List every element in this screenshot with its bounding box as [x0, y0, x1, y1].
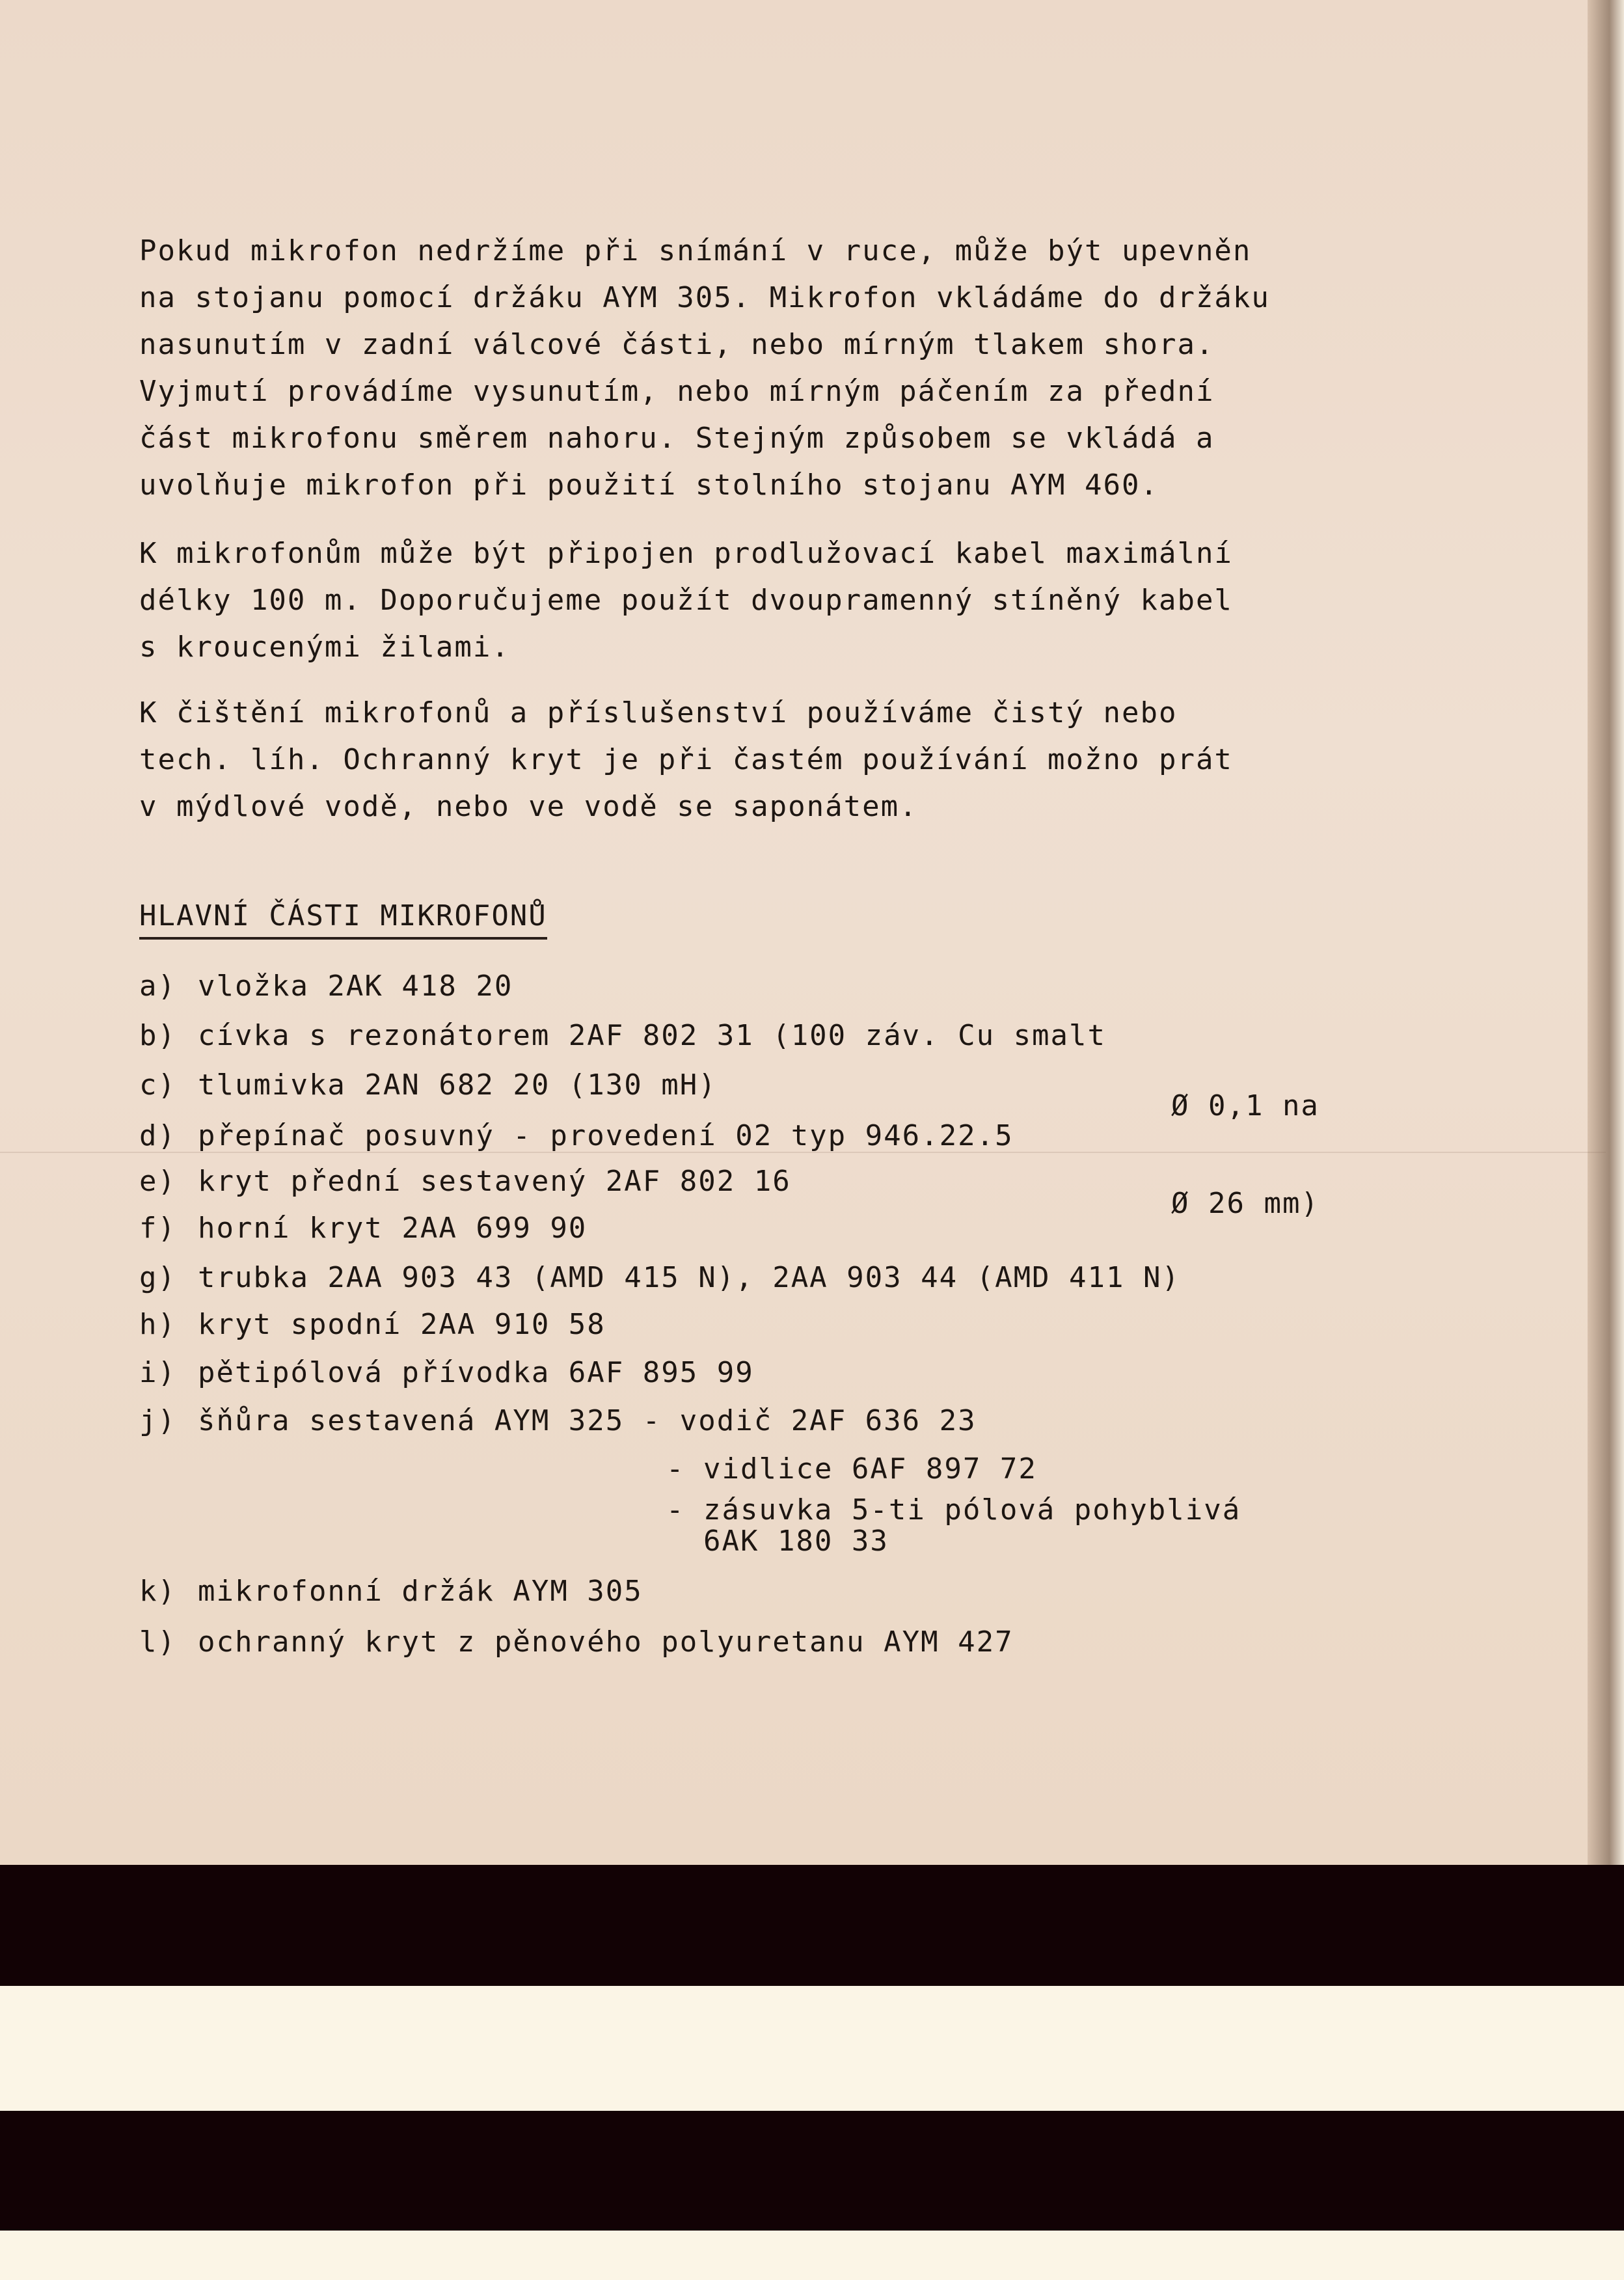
paragraph-line: tech. líh. Ochranný kryt je při častém používání možno prát [139, 743, 1233, 776]
list-item [139, 1158, 791, 1205]
list-item-text: kryt spodní 2AA 910 58 [198, 1308, 606, 1341]
paragraph-cleaning [139, 690, 1375, 830]
note-line: Ø 26 mm) [1171, 1187, 1320, 1220]
list-item [139, 1012, 1106, 1059]
note-line: Ø 0,1 na [1171, 1089, 1320, 1122]
list-item-label: d) [139, 1119, 176, 1152]
list-item [139, 1568, 643, 1615]
paragraph-line: v mýdlové vodě, nebo ve vodě se saponátem. [139, 790, 918, 823]
scan-bottom-margin [0, 2231, 1624, 2280]
list-item-text: pětipólová přívodka 6AF 895 99 [198, 1356, 754, 1389]
list-item-text: ochranný kryt z pěnového polyuretanu AYM 427 [198, 1625, 1014, 1659]
list-item [139, 1113, 1014, 1160]
paragraph-line: uvolňuje mikrofon při použití stolního stojanu AYM 460. [139, 468, 1159, 502]
list-item-label: h) [139, 1308, 176, 1341]
list-subitem: 6AK 180 33 [666, 1525, 889, 1558]
list-item [139, 1398, 977, 1445]
list-item-text: trubka 2AA 903 43 (AMD 415 N), 2AA 903 44 (AMD 411 N) [198, 1261, 1180, 1294]
list-item-label: k) [139, 1575, 176, 1608]
paragraph-line: délky 100 m. Doporučujeme použít dvoupramenný stíněný kabel [139, 584, 1233, 617]
list-item-label: e) [139, 1165, 176, 1198]
paragraph-line: Pokud mikrofon nedržíme při snímání v ruce, může být upevněn [139, 234, 1252, 267]
list-item-label: c) [139, 1068, 176, 1102]
list-item [139, 1205, 587, 1252]
paragraph-line: K čištění mikrofonů a příslušenství používáme čistý nebo [139, 696, 1178, 729]
paragraph-cable [139, 530, 1375, 671]
list-item [139, 1301, 606, 1348]
list-item-text: šňůra sestavená AYM 325 - vodič 2AF 636 23 [198, 1404, 977, 1437]
paragraph-line: s kroucenými žilami. [139, 631, 510, 664]
scan-light-band [0, 1986, 1624, 2111]
item-b-note [1171, 1025, 1320, 1253]
list-item-label: b) [139, 1019, 176, 1052]
list-item [139, 1350, 754, 1396]
paragraph-line: na stojanu pomocí držáku AYM 305. Mikrofon vkládáme do držáku [139, 281, 1270, 314]
scan-dark-band-bottom [0, 2111, 1624, 2231]
scan-dark-band-top [0, 1865, 1624, 1986]
list-subitem: - zásuvka 5-ti pólová pohyblivá [666, 1493, 1241, 1527]
list-item-text: mikrofonní držák AYM 305 [198, 1575, 643, 1608]
list-item-text: přepínač posuvný - provedení 02 typ 946.22.5 [198, 1119, 1014, 1152]
list-item-text: tlumivka 2AN 682 20 (130 mH) [198, 1068, 717, 1102]
list-item-label: g) [139, 1261, 176, 1294]
list-item-label: i) [139, 1356, 176, 1389]
paper-edge [1588, 0, 1624, 1865]
paragraph-line: K mikrofonům může být připojen prodlužovací kabel maximální [139, 537, 1233, 570]
paragraph-line: Vyjmutí provádíme vysunutím, nebo mírným páčením za přední [139, 375, 1215, 408]
list-item-text: cívka s rezonátorem 2AF 802 31 (100 záv. Cu smalt [198, 1019, 1107, 1052]
list-item-label: l) [139, 1625, 176, 1659]
section-heading: HLAVNÍ ČÁSTI MIKROFONŮ [139, 898, 547, 940]
list-item-text: kryt přední sestavený 2AF 802 16 [198, 1165, 791, 1198]
paragraph-mounting [139, 228, 1375, 509]
list-item-label: f) [139, 1212, 176, 1245]
list-item-text: horní kryt 2AA 699 90 [198, 1212, 588, 1245]
paragraph-line: nasunutím v zadní válcové části, nebo mírným tlakem shora. [139, 328, 1215, 361]
list-item [139, 1062, 717, 1109]
list-item-label: j) [139, 1404, 176, 1437]
list-item [139, 963, 513, 1010]
paragraph-line: část mikrofonu směrem nahoru. Stejným způsobem se vkládá a [139, 422, 1215, 455]
list-item [139, 1255, 1180, 1301]
list-subitem: - vidlice 6AF 897 72 [666, 1452, 1037, 1486]
list-item-label: a) [139, 970, 176, 1003]
list-item [139, 1619, 1014, 1666]
list-item-text: vložka 2AK 418 20 [198, 970, 513, 1003]
